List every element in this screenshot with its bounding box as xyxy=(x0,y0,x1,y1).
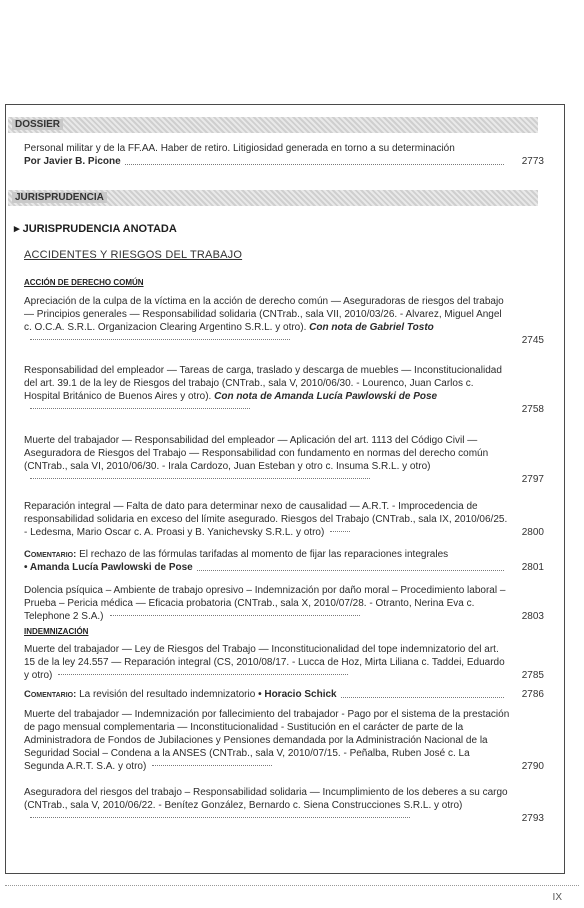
jurisprudencia-label: JURISPRUDENCIA xyxy=(12,192,107,203)
entry-8[interactable] xyxy=(24,786,544,825)
dossier-bar xyxy=(8,117,538,133)
entry-5[interactable] xyxy=(24,584,544,623)
entry-text: Muerte del trabajador — Indemnización por fallecimiento del trabajador - Pago por el sistema de la prestación de pago mensual complementaria — Inconstitucionalidad - Sustitución en el carácter de parte de la Administradora de Fondos de Jubilaciones y Pensiones demandada por la Administración Nacional de la Seguridad Social – Condena a la ANSES (CNTrab., sala V, 2010/07/15. - Peñalba, Ruben José c. La Segunda A.R.T. S.A. y otro) xyxy=(24,709,510,772)
triangle-bullet-icon: ▸ xyxy=(14,223,20,235)
page-number: 2785 xyxy=(521,670,544,681)
leader-dots xyxy=(58,674,348,675)
comment-label: Comentario: xyxy=(24,689,77,700)
dossier-entry[interactable] xyxy=(24,142,544,168)
entry-text: Muerte del trabajador — Responsabilidad del empleador — Aplicación del art. 1113 del Código Civil — Aseguradora de Riesgos del Trabajo — Responsabilidad con fundamento en normas del derecho común (CNTrab., sala VI, 2010/06/30. - Irala Cardozo, Juan Esteban y otro c. Insuma S.R.L. y otro) xyxy=(24,435,489,472)
comment-author: • Amanda Lucía Pawlowski de Pose xyxy=(24,562,193,573)
page-number: 2745 xyxy=(521,335,544,346)
comment-author: • Horacio Schick xyxy=(258,689,337,700)
leader-dots xyxy=(330,531,350,532)
page-number: 2800 xyxy=(521,527,544,538)
footer-rule xyxy=(5,885,579,886)
entry-4[interactable] xyxy=(24,500,544,539)
entry-3[interactable] xyxy=(24,434,544,486)
leader-dots xyxy=(30,817,410,818)
leader-dots xyxy=(125,164,504,165)
entry-text: Muerte del trabajador — Ley de Riesgos del Trabajo — Inconstitucionalidad del tope indemnizatorio del art. 15 de la ley 24.557 — Reparación integral (CS, 2010/08/17. - Lucca de Hoz, Mirta Liliana c. Taddei, Eduardo y otro) xyxy=(24,644,505,681)
page-number: 2797 xyxy=(521,474,544,485)
page-number: 2786 xyxy=(521,689,544,700)
leader-dots xyxy=(197,570,504,571)
category-indemnizacion: INDEMNIZACIÓN xyxy=(24,627,89,636)
comment-2[interactable] xyxy=(24,688,544,701)
comment-1[interactable] xyxy=(24,548,544,574)
folio-number: IX xyxy=(552,892,562,903)
leader-dots xyxy=(152,765,272,766)
leader-dots xyxy=(30,339,290,340)
entry-note: Con nota de Gabriel Tosto xyxy=(309,322,434,333)
dossier-label: DOSSIER xyxy=(12,119,63,130)
page-number: 2773 xyxy=(521,156,544,167)
entry-6[interactable] xyxy=(24,643,544,682)
entry-note: Con nota de Amanda Lucía Pawlowski de Pose xyxy=(214,391,438,402)
comment-text: El rechazo de las fórmulas tarifadas al momento de fijar las reparaciones integrales xyxy=(79,549,449,560)
dossier-author: Por Javier B. Picone xyxy=(24,156,121,167)
section-heading-text: JURISPRUDENCIA ANOTADA xyxy=(22,223,177,235)
page-number: 2801 xyxy=(521,562,544,573)
section-heading xyxy=(14,222,177,235)
entry-1[interactable] xyxy=(24,295,544,347)
entry-7[interactable] xyxy=(24,708,544,773)
page-number: 2803 xyxy=(521,611,544,622)
entry-text: Reparación integral — Falta de dato para determinar nexo de causalidad — A.R.T. - Improcedencia de responsabilidad solidaria en exceso del límite asegurado. Riesgos del Trabajo (CNTrab., sala IX, 2010/06/25. - Ledesma, Mario Oscar c. A. Proasi y B. Yanichevsky S.R.L. y otro) xyxy=(24,501,508,538)
subsection-title: ACCIDENTES Y RIESGOS DEL TRABAJO xyxy=(24,249,243,261)
leader-dots xyxy=(341,697,504,698)
comment-label: Comentario: xyxy=(24,549,77,560)
comment-text: La revisión del resultado indemnizatorio xyxy=(79,689,256,700)
entry-text: Dolencia psíquica – Ambiente de trabajo opresivo – Indemnización por daño moral – Procedimiento laboral – Prueba – Pericia médica — Eficacia probatoria (CNTrab., sala X, 2010/07/28. - Otranto, Nerina Eva c. Telephone 2 S.A.) xyxy=(24,585,506,622)
dossier-entry-text: Personal militar y de la FF.AA. Haber de retiro. Litigiosidad generada en torno a su determinación xyxy=(24,143,455,154)
page-number: 2758 xyxy=(521,404,544,415)
leader-dots xyxy=(30,478,370,479)
entry-text: Apreciación de la culpa de la víctima en la acción de derecho común — Aseguradoras de riesgos del trabajo — Principios generales — Responsabilidad solidaria (CNTrab., sala VII, 2010/03/26. - Alvarez, Miguel Angel c. O.C.A. S.R.L. Organizacion Clearing Argentino S.R.L. y otro). xyxy=(24,296,504,333)
page-number: 2793 xyxy=(521,813,544,824)
leader-dots xyxy=(110,615,360,616)
category-accion: ACCIÓN DE DERECHO COMÚN xyxy=(24,278,144,287)
entry-text: Aseguradora del riesgos del trabajo – Responsabilidad solidaria — Incumplimiento de los deberes a su cargo (CNTrab., sala V, 2010/06/22. - Benítez González, Bernardo c. Siena Construcciones S.R.L. y otro) xyxy=(24,787,508,811)
page-number: 2790 xyxy=(521,761,544,772)
entry-2[interactable] xyxy=(24,364,544,416)
jurisprudencia-bar xyxy=(8,190,538,206)
entry-text: Responsabilidad del empleador — Tareas de carga, traslado y descarga de muebles — Inconstitucionalidad del art. 39.1 de la ley de Riesgos del trabajo (CNTrab., sala V, 2010/06/30. - Lourenco, Juan Carlos c. Hospital Británico de Buenos Aires y otro). xyxy=(24,365,502,402)
leader-dots xyxy=(30,408,250,409)
